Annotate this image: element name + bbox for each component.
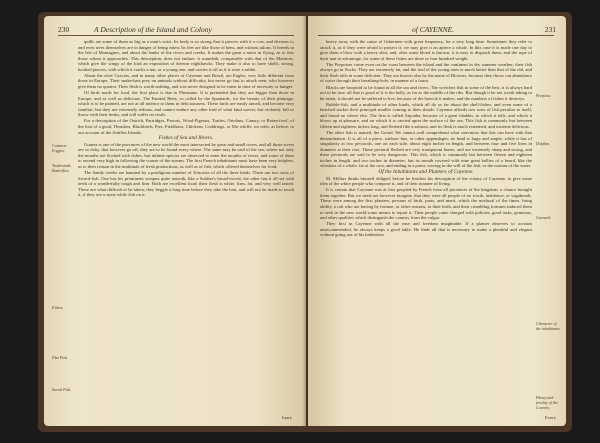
margin-note: Gurnard. xyxy=(536,215,551,220)
margin-note: Tradewinds Butterflies. xyxy=(52,163,71,173)
section-heading: Of the Inhabitants and Planters of Cayenne. xyxy=(378,168,474,175)
right-catchword: Every xyxy=(545,415,556,420)
left-text-column xyxy=(78,39,294,198)
paragraph: quills are some of them as big as a man's wrist. Its body is so strong that it pierces with it a cow, and devours it; and even trees themselves are in danger of being eaten. Its feet are like those of hens, and without talons. It breeds in the Isle of Montagnes, and about the banks of the rivers and creeks. It makes the great a noise in flying, as to fear those whom it approaches. This description, does not endure, it soundeth, comparable with that of the Marmots, which give the wings of the bird an exposition of diverse nighthawks. They make it also to have shells, strong, hooked pincers, with which it cracks a nut, or a young one, and carries it off as if it were a rabbit. xyxy=(78,39,294,72)
margin-note: Common Fogges. xyxy=(52,143,67,153)
margin-note: Porpoise. xyxy=(536,93,552,98)
left-catchword: harry xyxy=(282,415,292,420)
right-page xyxy=(308,16,566,426)
margin-note: Dolphin. xyxy=(536,141,551,146)
paragraph: M. Millius thinks himself obliged, before he finishes his description of the colony of Cayenne, to give some idea of the white people who compose it, and of their manner of living. xyxy=(320,175,532,187)
book-spread xyxy=(38,12,572,432)
right-header-rule xyxy=(318,35,554,36)
left-running-header: A Description of the Island and Colony xyxy=(94,25,212,34)
paragraph: The Porpoises come even on the coast between the island and the continent in dry summer weather; their fish always go in flocks. They are extremely fat, and the lard of the young ones is much better than that of the old, and their flesh tolls in some deficient. They are known also by the name of Blowers, because they throw out abundance of water through their breathing-hole, in manner of a fount. xyxy=(320,61,532,84)
paragraph: heavy away with the cause of fishermen with great frequency, for a very long time. Sometimes they refer to attack it, as if they were afraid to protect it; we may give it an apiece a whale. In this case it is made one day to give them a blow with a heavy shot, and, after some blood is thrown, it is easy to dispatch them; and the rope of their taut to advantage, for some of these fishes are three or four hundred weight. xyxy=(320,39,532,61)
paragraph: About the river Gravias, and in many other places of Cayenne and Brazil, are Eagles, very little different from those in Europe. Their snake-bats prey on animals without difficulty, but never go fast to attack men, who however give them no quarter. Their flesh is worth nothing, and was never designed to be eaten in time of necessity or hunger. xyxy=(78,72,294,89)
right-running-header: of CAYENNE. xyxy=(412,25,455,34)
paragraph: Of birds made for food, the first place is due to Pheasants. It is pretended that they are bigger than those in Europe, and as well as delicious. The Painted Hens, so called by the Spaniards, for the beauty of their plumage, which is to be painted, are not at all inferior to them in deliciousness. These birds are easily tamed, and become very familiar; but they are extremely tedious, and cannot endure any other bird of what kind soever, but violently kill or throw with their beaks, and will suffer no rivals. xyxy=(78,90,294,118)
paragraph: The other fish is named, the Gourd. We cannot well comprehend what convinces that this can have with that denomination. It is all of a piece, without fins, or other appendages; its head is large and ample; while it has of singularity at two pectorals, one on each side, about eight inches in length, and between four and five lines in diameter at their root. These pectoral fleshed are very transparent bones, and are extremely sharp and strong, and these pectorals are said to be very dangerous. This fish, which is commonly but between fifteen and eighteen inches in length, and two inches in diameter, has its mouth covered with nine great bellies of a beard, like the whiskers of a whale, far at the root, and ending in a point, waving in the will of the fish, or the motion of the water. xyxy=(320,130,532,169)
left-page xyxy=(44,16,306,426)
margin-note: Fishes. xyxy=(52,305,64,310)
paragraph: Rubble-fish, and a multitude of other kinds, which all do so far about the shell-fishes, and even some of a beached sucker their principal smaller coming to their shoals. Cayenne affords two sorts of fish peculiar to itself, and found no where else. The first is called Anjonba, because of a great bladder, to which it tells, and which it blows up at pleasure, and on which it is carried upon the surface of the sea. This fish is commonly but between fifteen and eighteen inches long, and fleshed like a salmon, and its flesh is much esteemed, and extreme delicious. xyxy=(320,101,532,129)
left-page-number: 230 xyxy=(58,25,70,34)
paragraph: Blacks are boopstid to be found in all the sea and rivers. The wretches fish in some of the best, it is always hard not to be true; all that is good of it is the belly, as far as the middle of the ribs. But though it be not worth taking to be eaten, it should not be suffered to live, because of the havock it makes, and the numbers of fishes it destroys. xyxy=(320,84,532,101)
paragraph: For a description of the Ostrich, Partridges, Parrots, Wood-Pigeons, Turtles, Ortolans, Canary, or Rotan-fowl, of the first of a good, Thrushes, Blackbirds, Pies, Fieldfares, Chickens, Coddrings, or Mo-whiffs, we refer, as before, to our account of the Antilles Islands. xyxy=(78,118,294,135)
margin-note: Flat Fish. xyxy=(52,355,68,360)
right-text-column xyxy=(320,39,532,238)
paragraph: They first in Cayenne with all the ease and freedom imaginable. If a planter deserves to account unrecommended, he always keeps a good table. He finds all that is necessary to make a plentiful and elegant without going out of his habitation. xyxy=(320,221,532,238)
margin-note: Plenty and fertility of the Country. xyxy=(536,395,558,410)
margin-note: Sword Fish. xyxy=(52,387,72,392)
right-page-number: 231 xyxy=(544,25,556,34)
paragraph: It is certain that Cayenne was at first peopled by French from all provinces of the kingdom, a chance brought them together. But we need not however imagine, that they were all people of no worth, indolence, or vagabonds. These were among the first planters, persons of birth, parts, and merit, which the misfusal of the times, bring ability, a raft who are having by fortune, or other reasons, to their birth, and their crumbling fortunes induced them to seek in the new world some means to repair it. Their people came charged with policies, good tasks, generous, and other qualities which distinguish the country from the vulgar. xyxy=(320,187,532,221)
margin-note: Character of the inhabitants. xyxy=(536,321,561,331)
section-heading: Fishes of Sea and Rivers. xyxy=(158,134,214,141)
paragraph: The Sandy creeks are haunted by a prodigious number of Tortoises of all the three kinds. There are two sorts of Sword-fish. One has his prominent weapon quite smooth, like a Soldier's broad-sword, the other has it all set with teeth of a wonderfully tough and firm. Both are excellent food; their flesh is white, firm, fat, and very well tasted. These are what difficult to be taken; they heggle a long time before they take the bait, and will not be made to touch it, if they see a stone while fish on it. xyxy=(78,170,294,198)
left-header-rule xyxy=(58,35,294,36)
paragraph: Guinea is one of the provinces of the new world the most intersected by great and small rivers, and all those rivers are so fishy, that however go off, they are to be found every where. The same may be said of the sea, where not only the mouths are flocked with fishes, but infinite species are observed to enter the mouths of rivers, and some of them to ascend very high in following the course of the stream. The first French inhabitants must have been very helpless, as to their reason in the multitude of fresh productions, as well as of fish, which offered themselves for food. xyxy=(78,141,294,169)
